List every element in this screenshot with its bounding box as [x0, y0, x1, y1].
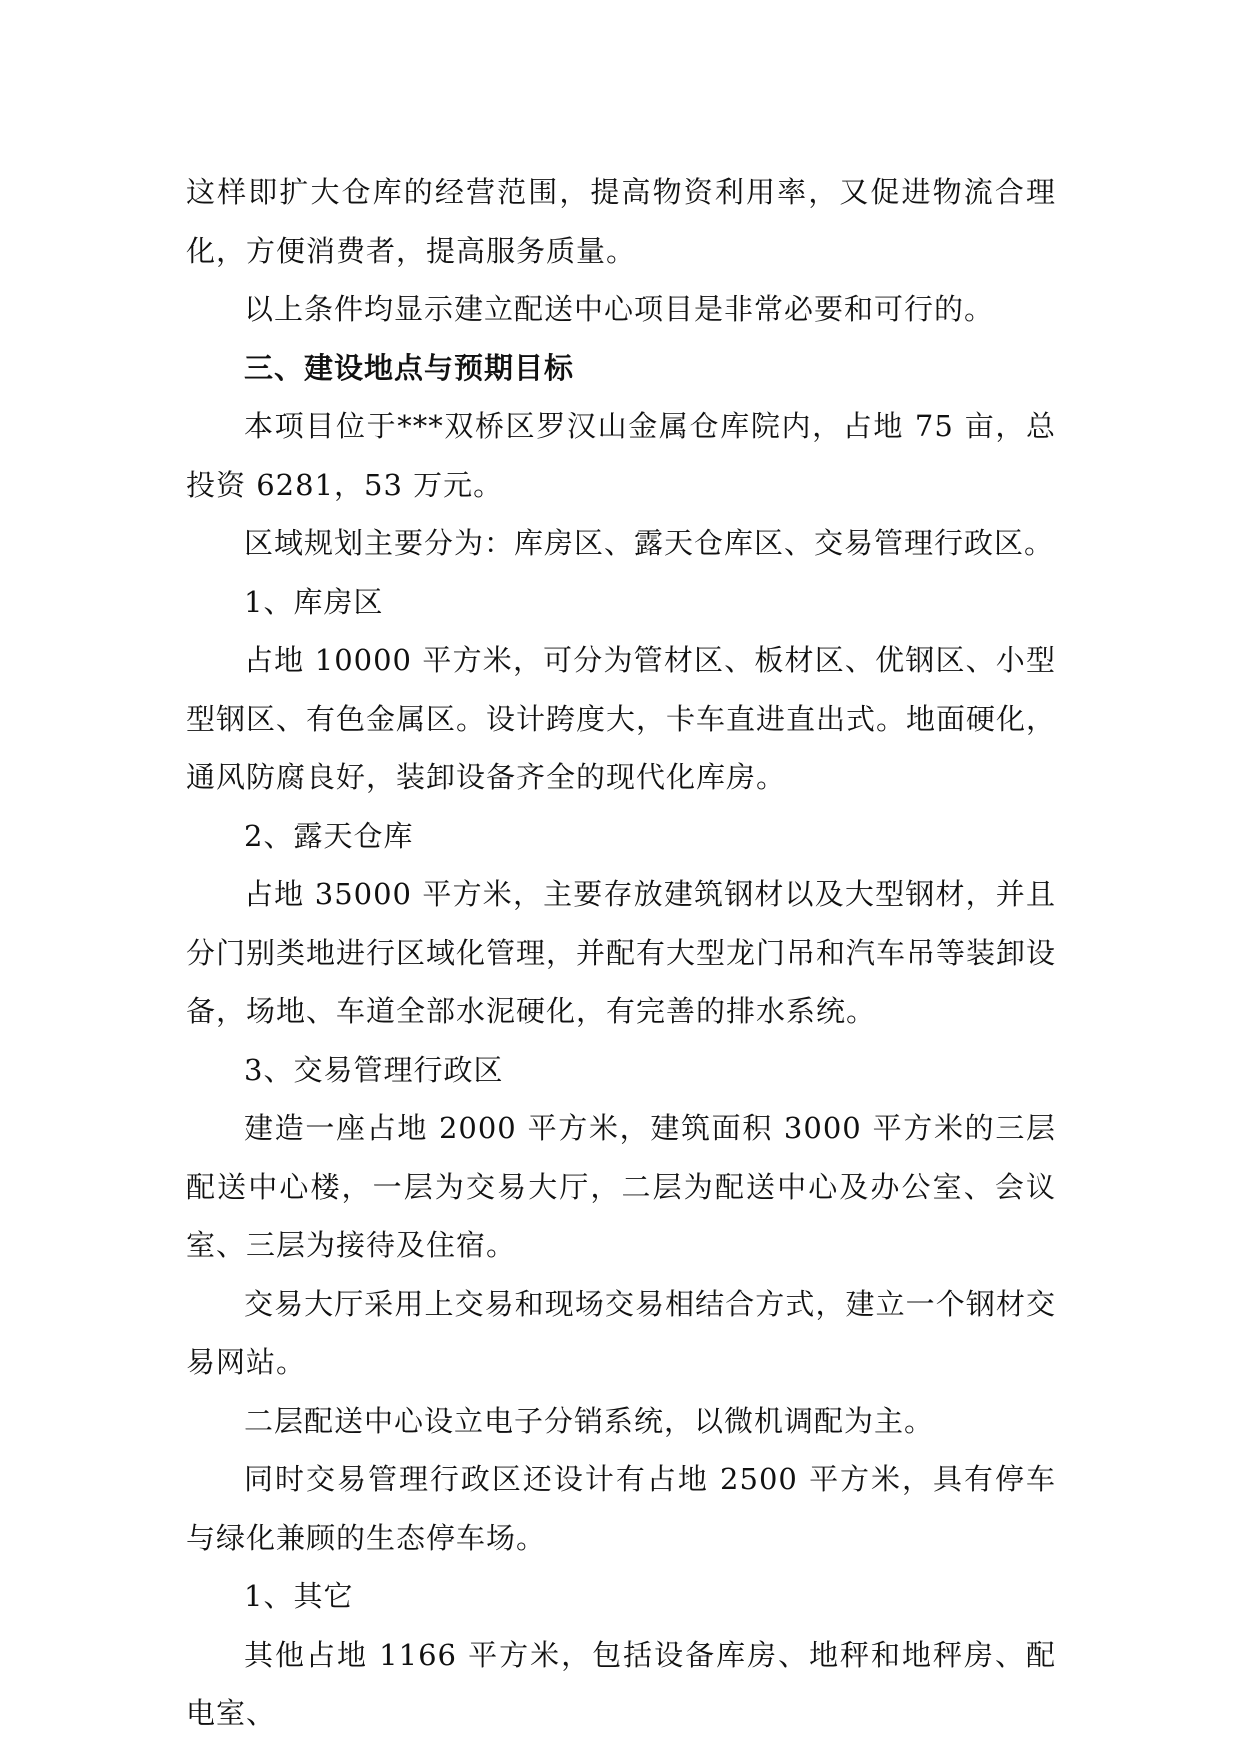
subheading-other: 1、其它 [244, 1579, 354, 1613]
subheading-admin-area: 3、交易管理行政区 [244, 1052, 504, 1087]
paragraph-admin-building: 建造一座占地 2000 平方米，建筑面积 3000 平方米的三层配送中心楼，一层为交易大厅，二层为配送中心及办公室、会议室、三层为接待及住宿。 [186, 1111, 1056, 1262]
subheading-warehouse: 1、库房区 [244, 584, 384, 619]
paragraph-warehouse: 占地 10000 平方米，可分为管材区、板材区、优钢区、小型型钢区、有色金属区。设计跨度大，卡车直进直出式。地面硬化，通风防腐良好，装卸设备齐全的现代化库房。 [186, 643, 1057, 794]
paragraph-zoning: 区域规划主要分为：库房区、露天仓库区、交易管理行政区。 [244, 526, 1055, 560]
paragraph-other: 其他占地 1166 平方米，包括设备库房、地秤和地秤房、配电室、 [186, 1637, 1056, 1730]
subheading-open-storage: 2、露天仓库 [244, 818, 414, 853]
paragraph-distribution-system: 二层配送中心设立电子分销系统，以微机调配为主。 [244, 1403, 935, 1438]
paragraph-location: 本项目位于***双桥区罗汉山金属仓库院内，占地 75 亩，总投资 6281，53 万元。 [186, 409, 1056, 502]
section-heading: 三、建设地点与预期目标 [244, 350, 575, 385]
paragraph-continuation: 这样即扩大仓库的经营范围，提高物资利用率，又促进物流合理化，方便消费者，提高服务质量。 [186, 175, 1056, 268]
paragraph-conclusion: 以上条件均显示建立配送中心项目是非常必要和可行的。 [244, 292, 995, 326]
paragraph-trading-hall: 交易大厅采用上交易和现场交易相结合方式，建立一个钢材交易网站。 [186, 1286, 1056, 1379]
paragraph-parking: 同时交易管理行政区还设计有占地 2500 平方米，具有停车与绿化兼顾的生态停车场。 [186, 1462, 1056, 1555]
paragraph-open-storage: 占地 35000 平方米，主要存放建筑钢材以及大型钢材，并且分门别类地进行区域化管理，并配有大型龙门吊和汽车吊等装卸设备，场地、车道全部水泥硬化，有完善的排水系统。 [186, 877, 1057, 1028]
document-body [186, 163, 1056, 1743]
